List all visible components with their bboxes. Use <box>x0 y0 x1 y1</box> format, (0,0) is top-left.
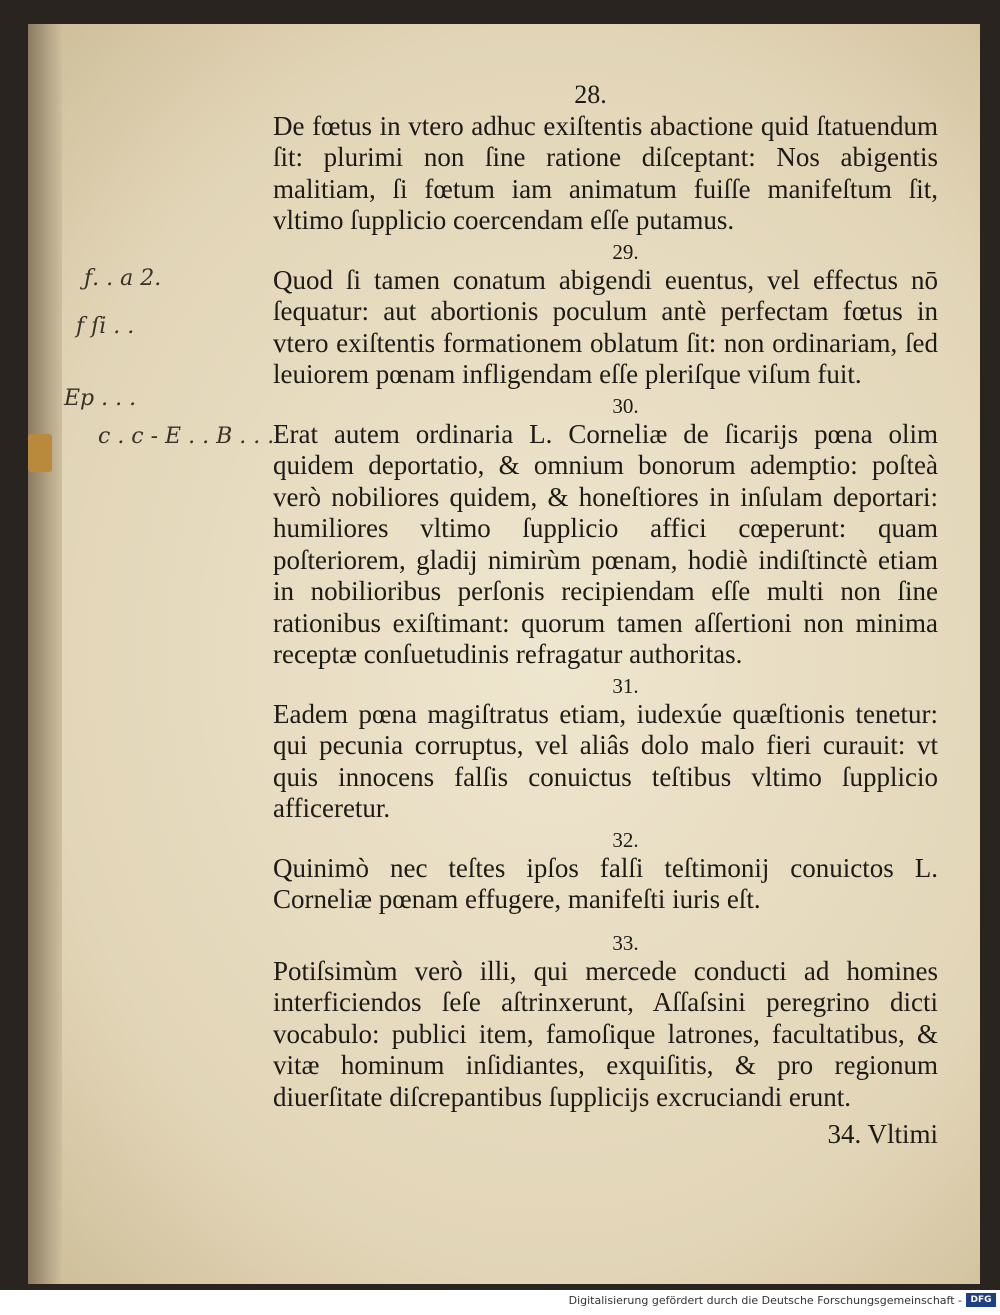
page-number: 28. <box>574 80 607 109</box>
footer-credit: Digitalisierung gefördert durch die Deutsche Forschungsgemeinschaft - <box>568 1294 962 1307</box>
paragraph-28: De fœtus in vtero adhuc exiſtentis abactione quid ſtatuendum ſit: plurimi non ſine ratione diſceptant: Nos abigentis malitiam, ſi fœtum iam animatum fuiſſe manifeſtum ſit, vltimo ſupplicio coercendam eſſe putamus. <box>273 110 938 235</box>
section-number-31: 31. <box>612 673 639 698</box>
book-page <box>28 24 980 1284</box>
footer-bar <box>0 1290 1000 1315</box>
section-number-30: 30. <box>612 393 639 418</box>
paragraph-31: Eadem pœna magiſtratus etiam, iudexúe quæſtionis tenetur: qui pecunia corruptus, vel aliâs dolo malo fieri curauit: vt quis innocens falſis conuictus teſtibus vltimo ſupplicio afficeretur. <box>273 698 938 823</box>
margin-note-1: ƒ. . a 2. <box>84 266 162 291</box>
page-text <box>273 79 938 1151</box>
paragraph-29: Quod ſi tamen conatum abigendi euentus, vel effectus nō ſequatur: aut abortionis poculum antè perfectam fœtus in vtero exiſtentis formationem oblatum ſit: non ordinariam, ſed leuiorem pœnam infligendam eſſe pleriſque viſum fuit. <box>273 264 938 389</box>
margin-note-3: Ep . . . <box>64 386 137 411</box>
catchword: 34. Vltimi <box>827 1119 938 1149</box>
section-number-33: 33. <box>612 930 639 955</box>
margin-note-2: f ſi . . <box>76 314 135 339</box>
binding-clip <box>28 434 52 472</box>
page-gutter <box>28 24 62 1284</box>
dfg-logo: DFG <box>966 1293 996 1307</box>
paragraph-32: Quinimò nec teſtes ipſos falſi teſtimonij conuictos L. Corneliæ pœnam effugere, manifeſti iuris eſt. <box>273 852 938 914</box>
section-number-32: 32. <box>612 827 639 852</box>
section-number-29: 29. <box>612 239 639 264</box>
paragraph-33: Potiſsimùm verò illi, qui mercede conducti ad homines interficiendos ſeſe aſtrinxerunt, Aſſaſsini peregrino dicti vocabulo: publici item, famoſique latrones, facultatibus, & vitæ hominum inſidiantes, exquiſitis, & pro regionum diuerſitate diſcrepantibus ſupplicijs excruciandi erunt. <box>273 955 938 1112</box>
paragraph-30: Erat autem ordinaria L. Corneliæ de ſicarijs pœna olim quidem deportatio, & omnium bonorum ademptio: poſteà verò nobiliores quidem, & honeſtiores in inſulam deportari: humiliores vltimo ſupplicio affici cœperunt: quam poſteriorem, gladij nimirùm pœnam, hodiè indiſtinctè etiam in nobilioribus perſonis recipiendam eſſe multi non ſine rationibus exiſtimant: quorum tamen aſſertioni non minima receptæ conſuetudinis refragatur authoritas. <box>273 418 938 669</box>
margin-note-4: c . c - E . . B . . . <box>98 424 275 449</box>
